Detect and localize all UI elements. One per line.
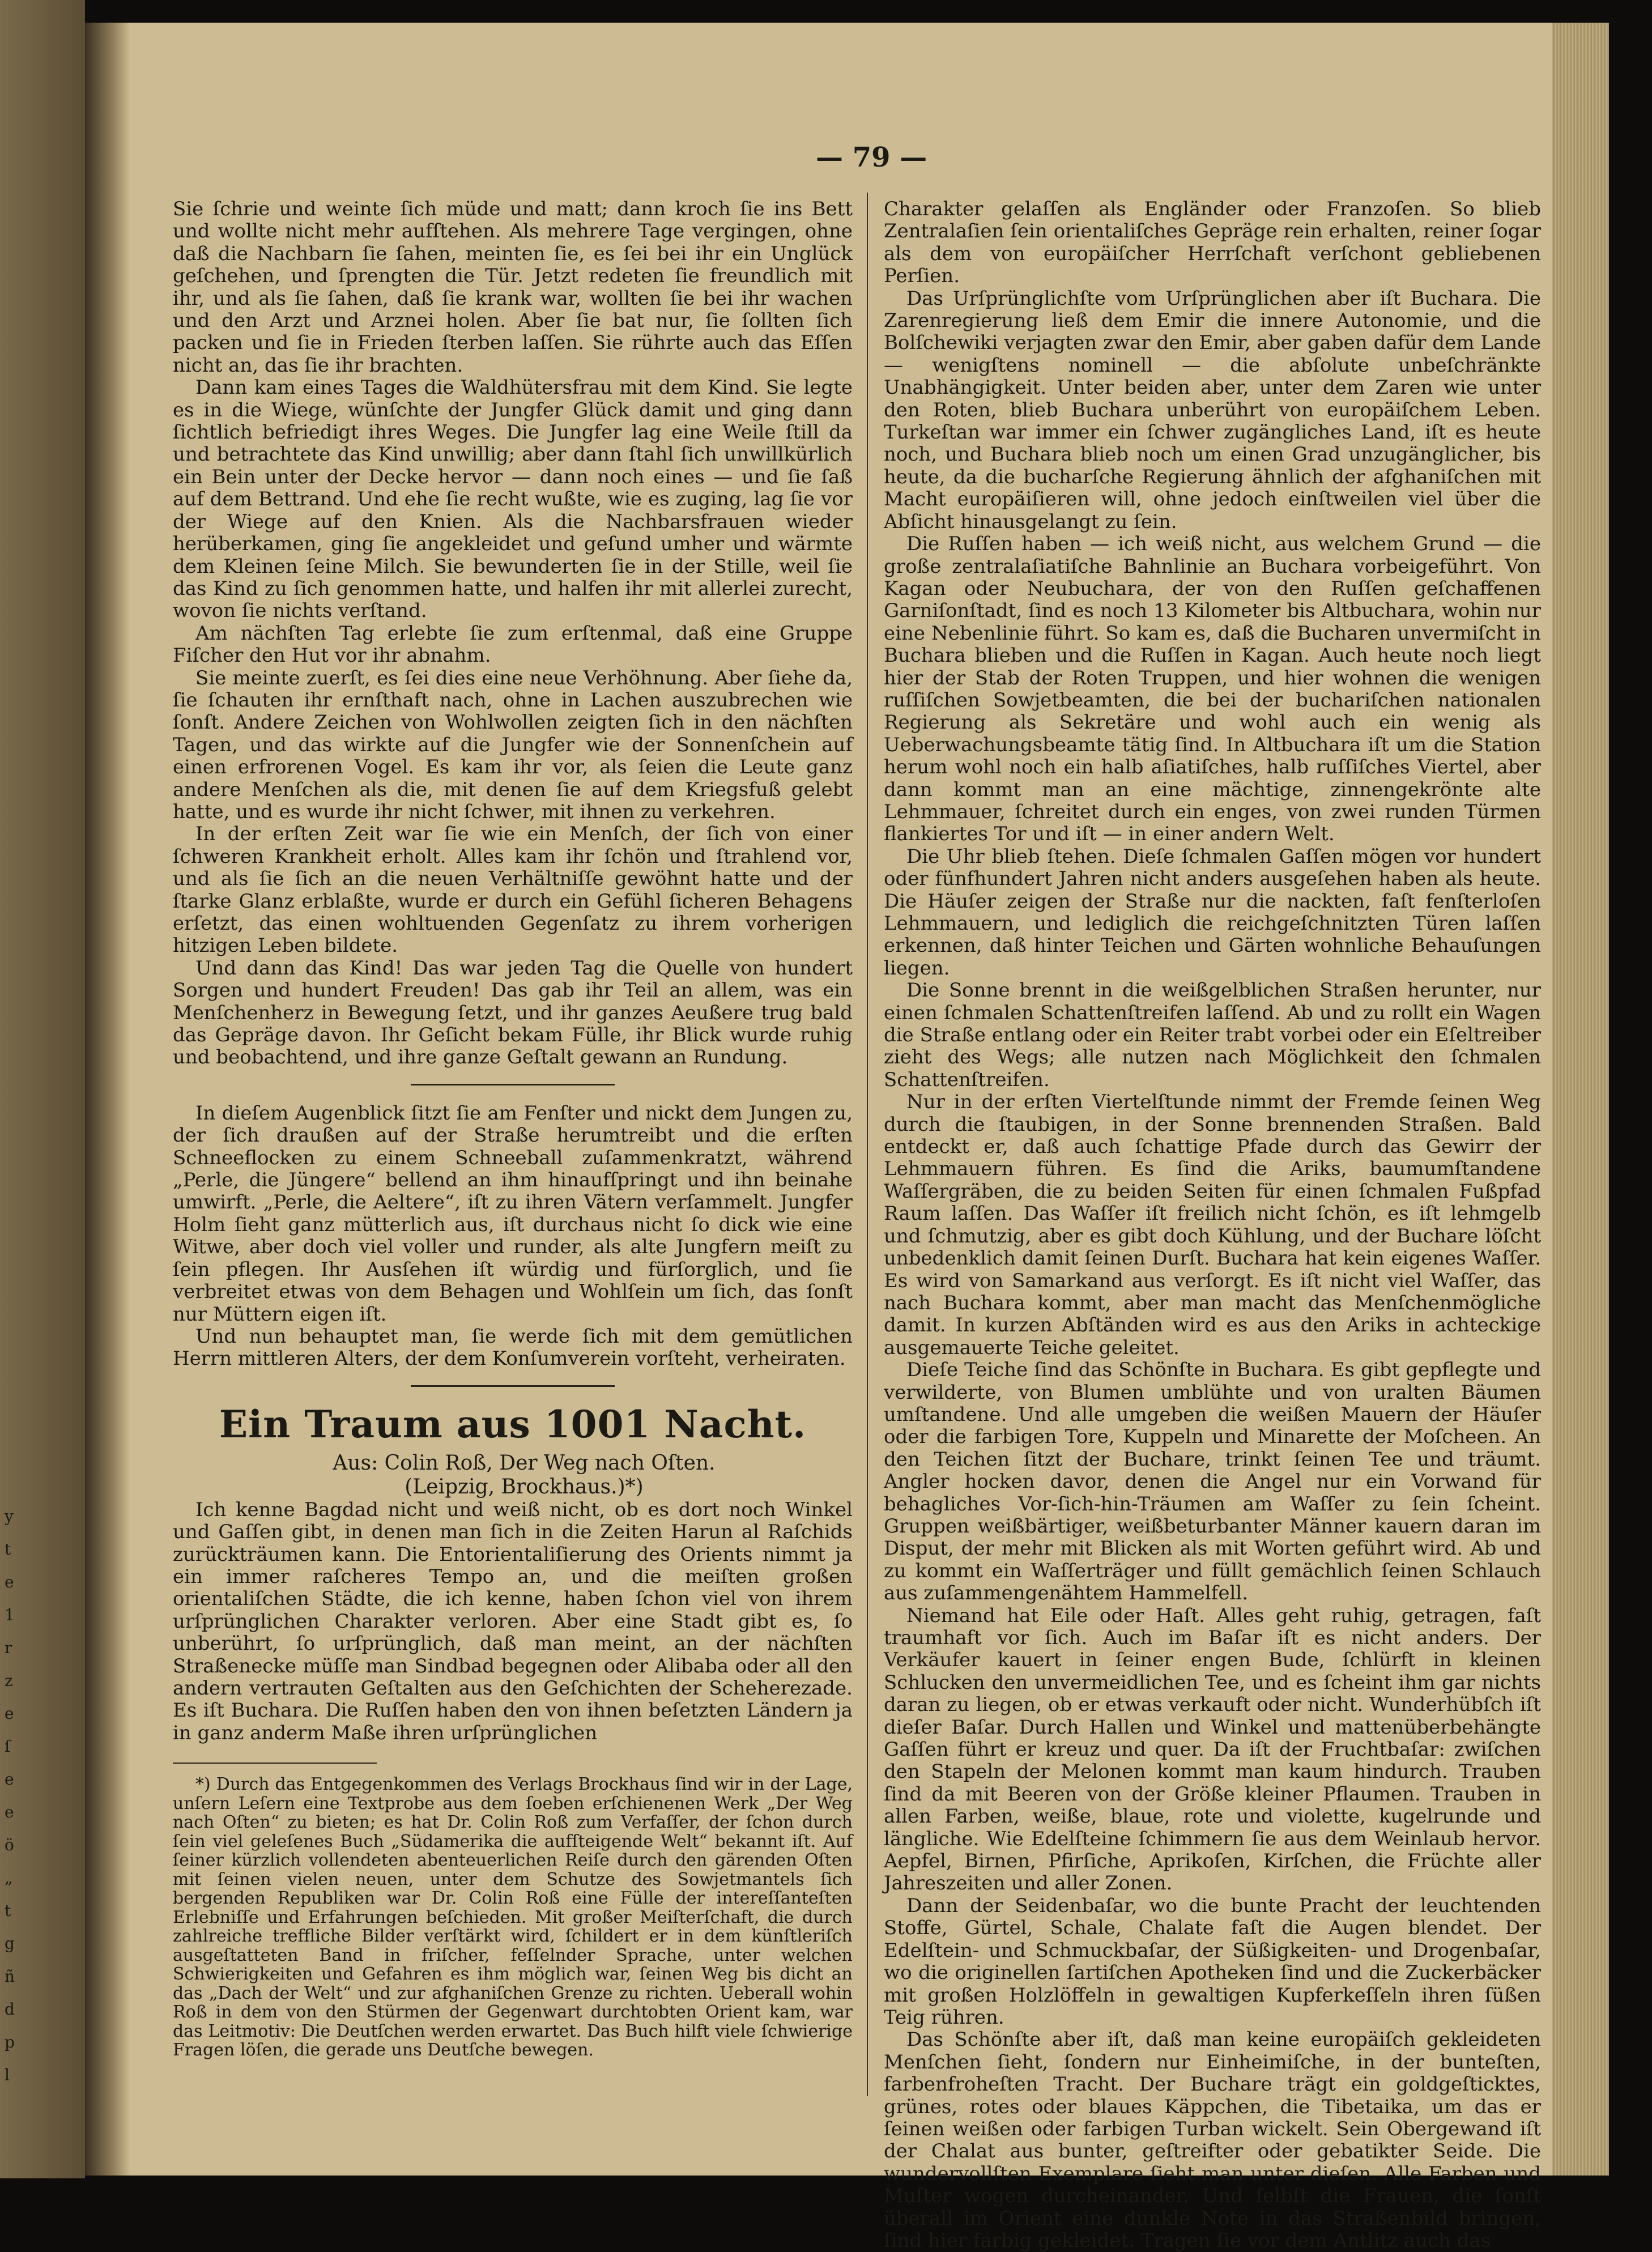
margin-letter-fragment: e	[5, 1573, 14, 1591]
paragraph: Am nächſten Tag erlebte ſie zum erſtenmal, daß eine Gruppe Fiſcher den Hut vor ihr abnahm.	[173, 621, 853, 667]
margin-letter-fragment: y	[5, 1507, 14, 1526]
margin-letter-fragment: ſ	[5, 1737, 11, 1756]
newspaper-page	[85, 23, 1609, 2252]
article-continuation-text	[884, 198, 1541, 2252]
page-gutter-shadow	[85, 23, 130, 2176]
paragraph: Die Sonne brennt in die weißgelblichen Straßen herunter, nur einen ſchmalen Schattenſtreifen laſſend. Ab und zu rollt ein Wagen die Straße entlang oder ein Reiter trabt vorbei oder ein Eſeltreiber zieht des Wegs; alle nutzen nach Möglichkeit den ſchmalen Schattenſtreifen.	[884, 979, 1541, 1091]
margin-letter-fragment: r	[5, 1638, 12, 1657]
article-byline: Aus: Colin Roß, Der Weg nach Oſten.	[333, 1451, 716, 1475]
margin-letter-fragment: t	[5, 1901, 11, 1920]
column-rule	[867, 193, 868, 2096]
margin-letter-fragment: g	[5, 1934, 15, 1953]
article-publisher: (Leipzig, Brockhaus.)*)	[405, 1475, 644, 1499]
paragraph: In der erſten Zeit war ſie wie ein Menſch, der ſich von einer ſchweren Krankheit erholt. Alles kam ihr ſchön und ſtrahlend vor, und als ſie ſich an die neuen Verhältniſſe gewöhnt hatte und der ſtarke Glanz erblaßte, wurde er durch ein Gefühl ſicheren Behagens erſetzt, das einen wohltuenden Gegenſatz zu ihrem vorherigen hitzigen Leben bildete.	[173, 823, 853, 957]
story-ending-continued	[173, 1102, 853, 1370]
paragraph: Ich kenne Bagdad nicht und weiß nicht, ob es dort noch Winkel und Gaſſen gibt, in denen man ſich in die Zeiten Harun al Raſchids zurückträumen kann. Die Entorientaliſierung des Orients nimmt ja ein immer raſcheres Tempo an, und die meiſten großen orientaliſchen Städte, die ich kenne, haben ſchon viel von ihrem urſprünglichen Charakter verloren. Aber eine Stadt gibt es, ſo unberührt, ſo urſprünglich, daß man meint, an der nächſten Straßenecke müſſe man Sindbad begegnen oder Alibaba oder all den andern vertrauten Geſtalten aus den Geſchichten der Scheherezade. Es iſt Buchara. Die Ruſſen haben den von ihnen beſetzten Ländern ja in ganz anderm Maße ihren urſprünglichen	[173, 1498, 853, 1744]
article-title: Ein Traum aus 1001 Nacht.	[219, 1402, 807, 1446]
article-text	[173, 1499, 853, 1744]
margin-letter-fragment: l	[5, 2066, 10, 2084]
paragraph: Charakter gelaſſen als Engländer oder Franzoſen. So blieb Zentralaſien ſein orientaliſches Gepräge rein erhalten, reiner ſogar als dem von europäiſcher Herrſchaft verſchont gebliebenen Perſien.	[884, 198, 1541, 288]
margin-letter-fragment: p	[5, 2033, 15, 2051]
margin-letter-fragment: t	[5, 1540, 11, 1559]
section-divider	[411, 1084, 615, 1085]
paragraph: Dann kam eines Tages die Waldhütersfrau mit dem Kind. Sie legte es in die Wiege, wünſchte der Jungfer Glück damit und ging dann ſichtlich befriedigt ihres Weges. Die Jungfer lag eine Weile ſtill da und betrachtete das Kind unwillig; aber dann ſtahl ſich unwillkürlich ein Bein unter der Decke hervor — dann noch eines — und ſie ſaß auf dem Bettrand. Und ehe ſie recht wußte, wie es zuging, lag ſie vor der Wiege auf den Knien. Als die Nachbarsfrauen wieder herüberkamen, ging ſie angekleidet und geſund umher und wärmte dem Kleinen ſeine Milch. Sie bewunderten ſie in der Stille, weil ſie das Kind zu ſich genommen hatte, und halfen ihr mit allerlei zurecht, wovon ſie nichts verſtand.	[173, 376, 853, 623]
margin-letter-fragment: „	[5, 1868, 13, 1887]
paragraph: Sie meinte zuerſt, es ſei dies eine neue Verhöhnung. Aber ſiehe da, ſie ſchauten ihr ernſthaft nach, ohne in Lachen auszubrechen wie ſonſt. Andere Zeichen von Wohlwollen zeigten ſich in den nächſten Tagen, und das wirkte auf die Jungfer wie der Sonnenſchein auf einen erfrorenen Vogel. Es kam ihr vor, als ſeien die Leute ganz andere Menſchen als die, mit denen ſie auf dem Kriegsfuß gelebt hatte, und es wurde ihr nicht ſchwer, mit ihnen zu verkehren.	[173, 666, 853, 823]
paragraph: Sie ſchrie und weinte ſich müde und matt; dann kroch ſie ins Bett und wollte nicht mehr aufſtehen. Als mehrere Tage vergingen, ohne daß die Nachbarn ſie ſahen, meinten ſie, es ſei bei ihr ein Unglück geſchehen, und ſprengten die Tür. Jetzt redeten ſie freundlich mit ihr, und als ſie ſahen, daß ſie krank war, wollten ſie bei ihr wachen und den Arzt und Arznei holen. Aber ſie bat nur, ſie ſollten ſich packen und ſie in Frieden ſterben laſſen. Sie rührte auch das Eſſen nicht an, das ſie ihr brachten.	[173, 198, 853, 377]
margin-letter-fragment: e	[5, 1803, 14, 1821]
paragraph: Die Ruſſen haben — ich weiß nicht, aus welchem Grund — die große zentralaſiatiſche Bahnlinie an Buchara vorbeigeführt. Von Kagan oder Neubuchara, der von den Ruſſen geſchaffenen Garniſonſtadt, ſind es noch 13 Kilometer bis Altbuchara, wohin nur eine Nebenlinie führt. So kam es, daß die Bucharen unvermiſcht in Buchara blieben und die Ruſſen in Kagan. Auch heute noch liegt hier der Stab der Roten Truppen, und hier wohnen die wenigen ruſſiſchen Sowjetbeamten, die bei der buchariſchen nationalen Regierung als Sekretäre und wohl auch ein wenig als Ueberwachungsbeamte tätig ſind. In Altbuchara iſt um die Station herum wohl noch ein halb aſiatiſches, halb ruſſiſches Viertel, aber dann kommt man an eine mächtige, zinnengekrönte alte Lehmmauer, ſchreitet durch ein enges, von zwei runden Türmen flankiertes Tor und iſt — in einer andern Welt.	[884, 533, 1541, 846]
story-ending-text	[173, 198, 853, 1069]
margin-letter-fragment: ñ	[5, 1967, 15, 1986]
paragraph: Das Schönſte aber iſt, daß man keine europäiſch gekleideten Menſchen ſieht, ſondern nur Einheimiſche, in der bunteſten, farbenfroheſten Tracht. Der Buchare trägt ein goldgeſticktes, grünes, rotes oder blaues Käppchen, die Tibetaika, um das er ſeinen weißen oder farbigen Turban wickelt. Sein Obergewand iſt der Chalat aus bunter, geſtreifter oder gebatikter Seide. Die wundervollſten Exemplare ſieht man unter dieſen. Alle Farben und Muſter wogen durcheinander. Und ſelbſt die Frauen, die ſonſt überall im Orient eine dunkle Note in das Straßenbild bringen, ſind hier farbig gekleidet. Tragen ſie vor dem Antlitz auch das	[884, 2028, 1541, 2252]
footnote-rule	[173, 1763, 377, 1764]
paragraph: Die Uhr blieb ſtehen. Dieſe ſchmalen Gaſſen mögen vor hundert oder fünfhundert Jahren nicht anders ausgeſehen haben als heute. Die Häuſer zeigen der Straße nur die nackten, faſt fenſterloſen Lehmmauern, und lediglich die reichgeſchnitzten Türen laſſen erkennen, daß hinter Teichen und Gärten wohnliche Behauſungen liegen.	[884, 845, 1541, 980]
left-column	[173, 198, 853, 2060]
margin-letter-fragment: d	[5, 2000, 15, 2019]
margin-letter-fragment: e	[5, 1770, 14, 1789]
page-number: — 79 —	[816, 142, 927, 173]
margin-letter-fragment: z	[5, 1671, 13, 1690]
page-stack-edge	[1552, 23, 1609, 2176]
article-divider	[411, 1385, 615, 1387]
paragraph: Das Urſprünglichſte vom Urſprünglichen aber iſt Buchara. Die Zarenregierung ließ dem Emir die innere Autonomie, und die Bolſchewiki verjagten zwar den Emir, aber gaben dafür dem Lande — wenigſtens nominell — die abſolute unbeſchränkte Unabhängigkeit. Unter beiden aber, unter dem Zaren wie unter den Roten, blieb Buchara unberührt von europäiſchem Leben. Turkeſtan war immer ein ſchwer zugängliches Land, iſt es heute noch, und Buchara blieb noch um einen Grad unzugänglicher, bis heute, da die bucharſche Regierung ähnlich der afghaniſchen mit Macht europäiſieren will, ohne jedoch einſtweilen viel über die Abſicht hinausgelangt zu ſein.	[884, 287, 1541, 533]
paragraph: Und nun behauptet man, ſie werde ſich mit dem gemütlichen Herrn mittleren Alters, der dem Konſumverein vorſteht, verheiraten.	[173, 1325, 853, 1370]
paragraph: Niemand hat Eile oder Haſt. Alles geht ruhig, getragen, faſt traumhaft vor ſich. Auch im Baſar iſt es nicht anders. Der Verkäufer kauert in ſeiner engen Bude, ſchlürft in kleinen Schlucken den unvermeidlichen Tee, und es ſcheint ihm gar nichts daran zu liegen, ob er etwas verkauft oder nicht. Wunderhübſch iſt dieſer Baſar. Durch Hallen und Winkel und mattenüberbehängte Gaſſen führt er kreuz und quer. Da iſt der Fruchtbaſar: zwiſchen den Stapeln der Melonen kommt man kaum hindurch. Trauben ſind da mit Beeren von der Größe kleiner Pflaumen. Trauben in allen Farben, weiße, blaue, rote und violette, kugelrunde und längliche. Wie Edelſteine ſchimmern ſie aus dem Weinlaub hervor. Aepfel, Birnen, Pfirſiche, Aprikoſen, Kirſchen, die Früchte aller Jahreszeiten und aller Zonen.	[884, 1604, 1541, 1895]
paragraph: Und dann das Kind! Das war jeden Tag die Quelle von hundert Sorgen und hundert Freuden! Das gab ihr Teil an allem, was ein Menſchenherz in Bewegung ſetzt, und ihr ganzes Aeußere trug bald das Gepräge davon. Ihr Geſicht bekam Fülle, ihr Blick wurde ruhig und beobachtend, und ihre ganze Geſtalt gewann an Rundung.	[173, 956, 853, 1069]
margin-letter-fragment: 1	[5, 1606, 15, 1624]
paragraph: Dieſe Teiche ſind das Schönſte in Buchara. Es gibt gepflegte und verwilderte, von Blumen umblühte und von uralten Bäumen umſtandene. Und alle umgeben die weißen Mauern der Häuſer oder die farbigen Tore, Kuppeln und Minarette der Moſcheen. An den Teichen ſitzt der Buchare, trinkt ſeinen Tee und träumt. Angler hocken davor, denen die Angel nur ein Vorwand für behagliches Vor-ſich-hin-Träumen am Waſſer zu ſein ſcheint. Gruppen weißbärtiger, weißbeturbanter Männer kauern daran im Disput, der mehr mit Blicken als mit Worten geführt wird. Ab und zu kommt ein Waſſerträger und füllt gemächlich ſeinen Schlauch aus zuſammengenähtem Hammelfell.	[884, 1359, 1541, 1605]
previous-page-edge	[0, 0, 85, 2178]
margin-letter-fragment: ö	[5, 1836, 14, 1854]
paragraph: Nur in der erſten Viertelſtunde nimmt der Fremde ſeinen Weg durch die ſtaubigen, in der Sonne brennenden Straßen. Bald entdeckt er, daß auch ſchattige Pfade durch das Gewirr der Lehmmauern führen. Es ſind die Ariks, baumumſtandene Waſſergräben, die zu beiden Seiten für einen ſchmalen Fußpfad Raum laſſen. Das Waſſer iſt freilich nicht ſchön, es iſt lehmgelb und ſchmutzig, aber es gibt doch Kühlung, und der Buchare löſcht unbedenklich damit ſeinen Durſt. Buchara hat kein eigenes Waſſer. Es wird von Samarkand aus verſorgt. Es iſt nicht viel Waſſer, das nach Buchara kommt, aber man macht das Menſchenmögliche damit. In kurzen Abſtänden wird es aus den Ariks in achteckige ausgemauerte Teiche geleitet.	[884, 1091, 1541, 1359]
paragraph: In dieſem Augenblick ſitzt ſie am Fenſter und nickt dem Jungen zu, der ſich draußen auf der Straße herumtreibt und die erſten Schneeflocken zu einem Schneeball zuſammenkratzt, während „Perle, die Jüngere“ bellend an ihm hinaufſpringt und ihn beinahe umwirft. „Perle, die Aeltere“, iſt zu ihren Vätern verſammelt. Jungfer Holm ſieht ganz mütterlich aus, iſt durchaus nicht ſo dick wie eine Witwe, aber doch viel voller und runder, als alte Jungfern meiſt zu ſein pflegen. Ihr Ausſehen iſt würdig und fürſorglich, und ſie verbreitet etwas von dem Behagen und Wohlſein um ſich, das ſonſt nur Müttern eigen iſt.	[173, 1101, 853, 1326]
right-column	[884, 198, 1541, 2252]
paragraph: Dann der Seidenbaſar, wo die bunte Pracht der leuchtenden Stoffe, Gürtel, Schale, Chalate faſt die Augen blendet. Der Edelſtein- und Schmuckbaſar, der Süßigkeiten- und Drogenbaſar, wo die originellen ſartiſchen Apotheken ſind und die Zuckerbäcker mit großen Holzlöffeln in gewaltigen Kupferkeſſeln ihren ſüßen Teig rühren.	[884, 1894, 1541, 2029]
margin-letter-fragment: e	[5, 1704, 14, 1723]
footnote: *) Durch das Entgegenkommen des Verlags Brockhaus ſind wir in der Lage, unſern Leſern eine Textprobe aus dem ſoeben erſchienenen Werk „Der Weg nach Oſten“ zu bieten; es hat Dr. Colin Roß zum Verfaſſer, der ſchon durch ſein viel geleſenes Buch „Südamerika die aufſteigende Welt“ bekannt iſt. Auf ſeiner kürzlich vollendeten abenteuerlichen Reiſe durch den gärenden Oſten mit ſeinen vielen neuen, unter dem Schutze des Sowjetmantels ſich bergenden Republiken war Dr. Colin Roß eine Fülle der intereſſanteſten Erlebniſſe und Erfahrungen beſchieden. Mit großer Meiſterſchaft, die durch zahlreiche treffliche Bilder verſtärkt wird, ſchildert er in dem künſtleriſch ausgeſtatteten Band in friſcher, feſſelnder Sprache, unter welchen Schwierigkeiten und Gefahren es ihm möglich war, ſeinen Weg bis dicht an das „Dach der Welt“ und zur afghaniſchen Grenze zu richten. Ueberall wohin Roß in dem von den Stürmen der Gegenwart durchtobten Orient kam, war das Leitmotiv: Die Deutſchen werden erwartet. Das Buch hilft viele ſchwierige Fragen löſen, die gerade uns Deutſche bewegen.	[173, 1774, 853, 2061]
